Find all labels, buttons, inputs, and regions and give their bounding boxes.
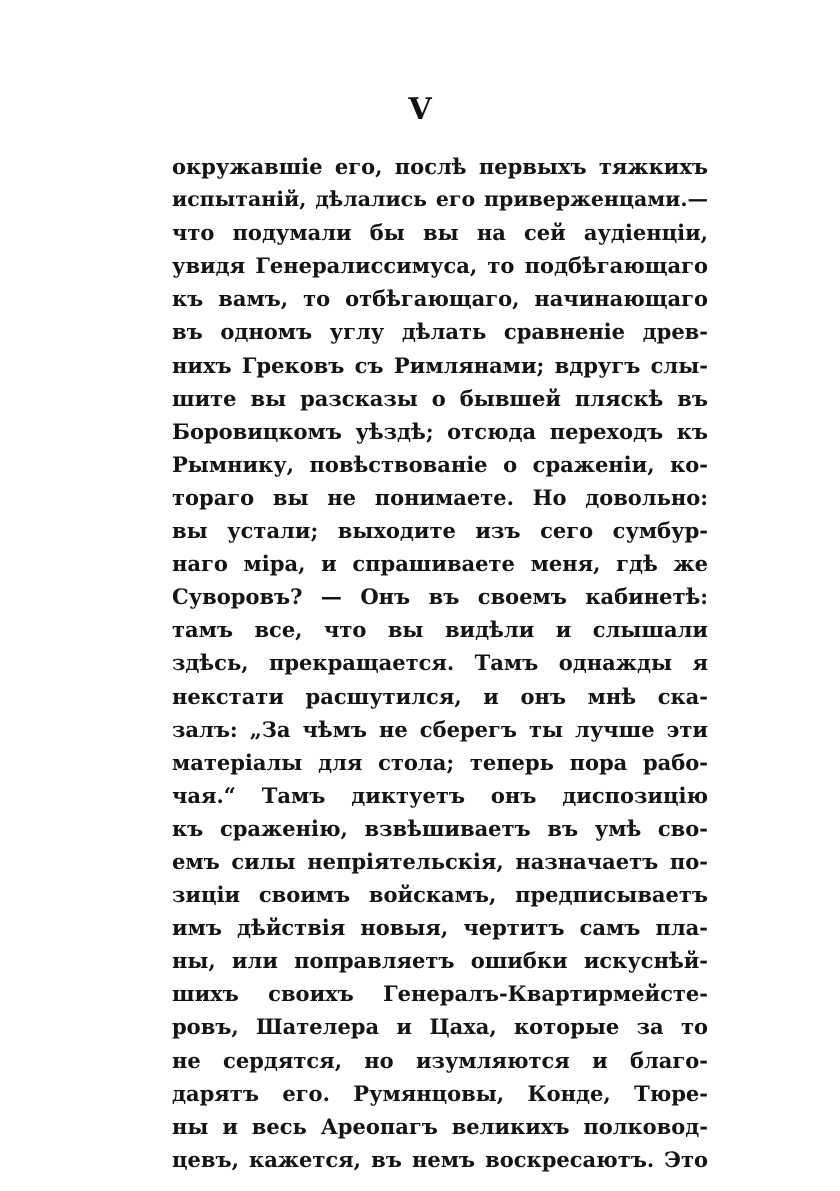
text-line: емъ силы непріятельскія, назначаетъ по- bbox=[172, 848, 708, 874]
text-line: къ вамъ, то отбѣгающаго, начинающаго bbox=[172, 286, 708, 312]
text-line: тораго вы не понимаете. Но довольно: bbox=[172, 484, 708, 510]
text-line: цевъ, кажется, въ немъ воскресаютъ. Это bbox=[172, 1146, 708, 1172]
text-line: Суворовъ? — Онъ въ своемъ кабинетѣ: bbox=[172, 584, 708, 610]
text-line: матеріалы для стола; теперь пора рабо- bbox=[172, 749, 708, 775]
text-line: къ сраженію, взвѣшиваетъ въ умѣ сво- bbox=[172, 815, 708, 841]
text-line: шихъ своихъ Генералъ-Квартирмейсте- bbox=[172, 981, 708, 1007]
text-line: окружавшіе его, послѣ первыхъ тяжкихъ bbox=[172, 154, 708, 179]
text-line: вы устали; выходите изъ сего сумбур- bbox=[172, 518, 708, 544]
text-line: чая.“ Тамъ диктуетъ онъ диспозицію bbox=[172, 782, 708, 808]
text-line: увидя Генералиссимуса, то подбѣгающаго bbox=[172, 253, 708, 279]
text-line: что подумали бы вы на сей аудіенціи, bbox=[172, 220, 708, 246]
text-line: испытаній, дѣлались его приверженцами.— bbox=[172, 187, 708, 212]
text-line: дарятъ его. Румянцовы, Конде, Тюре- bbox=[172, 1080, 708, 1106]
text-line: залъ: „За чѣмъ не сберегъ ты лучше эти bbox=[172, 716, 708, 742]
text-line: нихъ Грековъ съ Римлянами; вдругъ слы- bbox=[172, 352, 708, 378]
text-line: шите вы разсказы о бывшей пляскѣ въ bbox=[172, 385, 708, 411]
text-line: здѣсь, прекращается. Тамъ однажды я bbox=[172, 650, 708, 676]
text-line: некстати расшутился, и онъ мнѣ ска- bbox=[172, 683, 708, 709]
text-line: наго міра, и спрашиваете меня, гдѣ же bbox=[172, 551, 708, 577]
body-text bbox=[172, 150, 708, 1176]
text-line: ровъ, Шателера и Цаха, которые за то bbox=[172, 1014, 708, 1040]
text-line: ны, или поправляетъ ошибки искуснѣй- bbox=[172, 948, 708, 974]
text-line: не сердятся, но изумляются и благо- bbox=[172, 1047, 708, 1073]
text-line: въ одномъ углу дѣлать сравненіе древ- bbox=[172, 319, 708, 345]
text-line: ны и весь Ареопагъ великихъ полковод- bbox=[172, 1113, 708, 1139]
text-line: Рымнику, повѣствованіе о сраженіи, ко- bbox=[172, 451, 708, 477]
text-line: Боровицкомъ уѣздѣ; отсюда переходъ къ bbox=[172, 418, 708, 444]
text-line: имъ дѣйствія новыя, чертитъ самъ пла- bbox=[172, 915, 708, 941]
text-line: тамъ все, что вы видѣли и слышали bbox=[172, 617, 708, 643]
text-line: зиціи своимъ войскамъ, предписываетъ bbox=[172, 882, 708, 908]
page-number: V bbox=[408, 92, 432, 127]
